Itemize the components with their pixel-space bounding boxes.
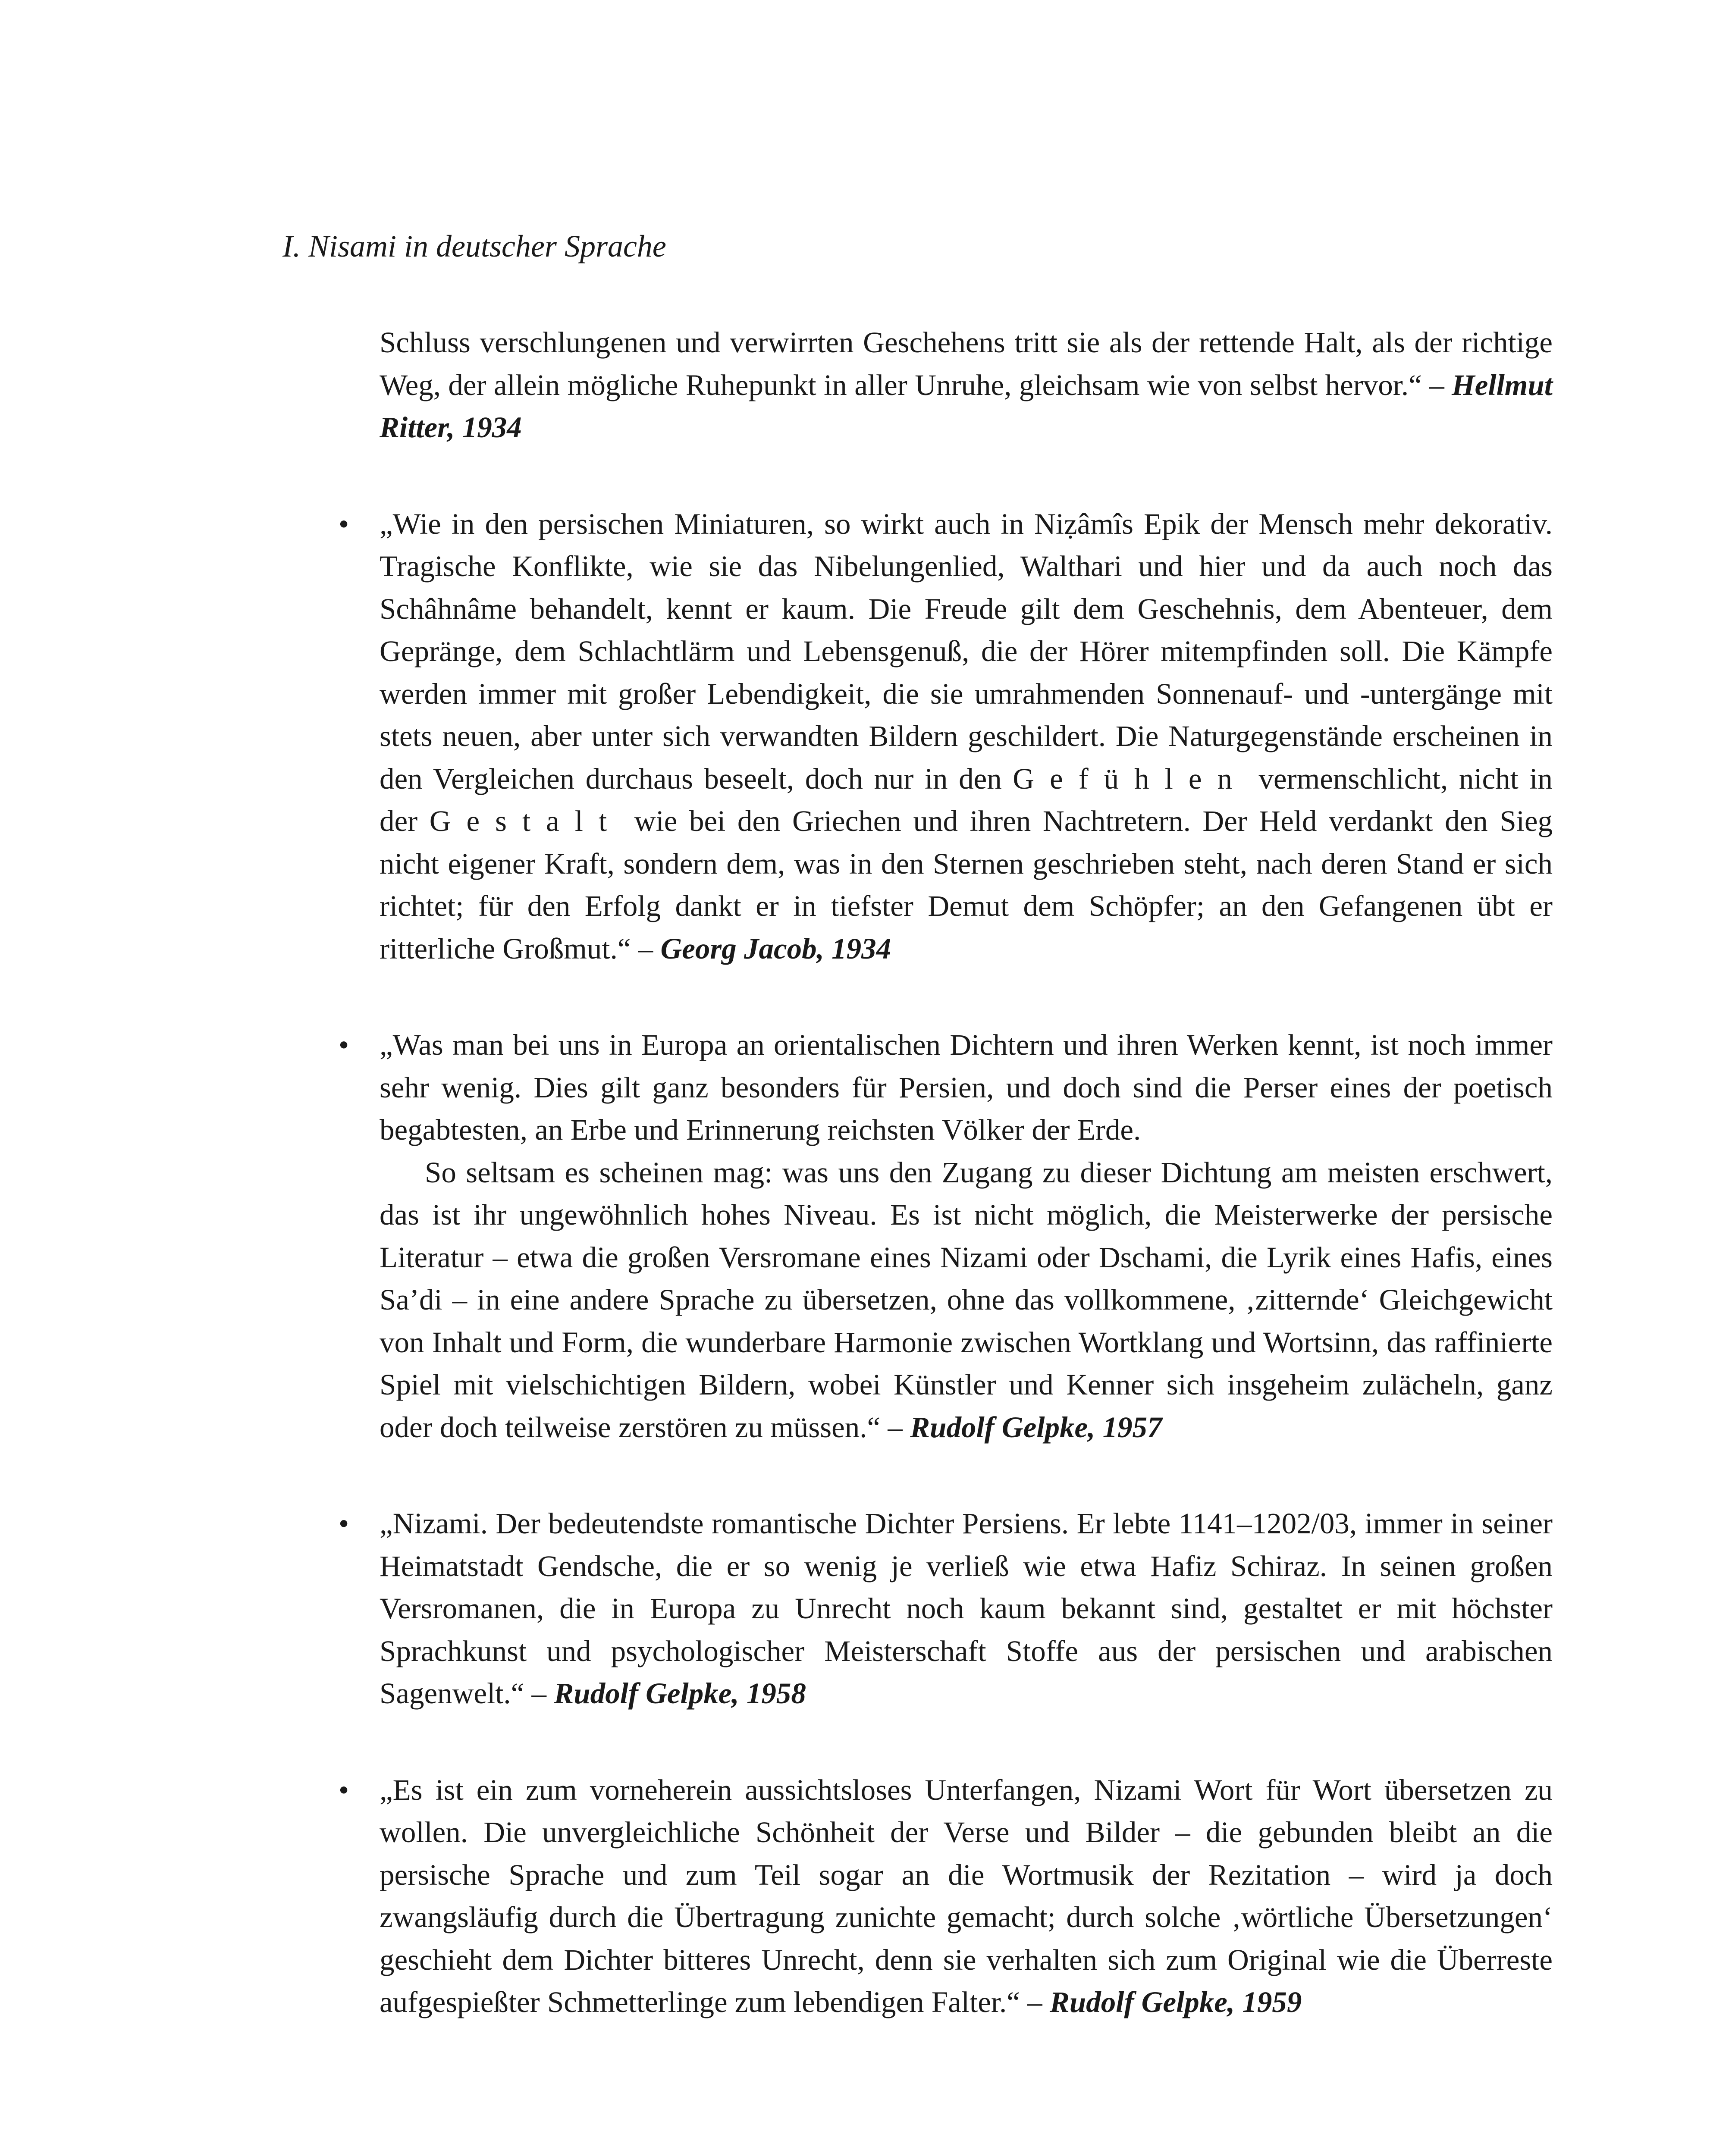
quote-text: „Wie in den persischen Miniaturen, so wirkt auch in Niẓâmîs Epik der Mensch mehr dekorativ. Tragische Konflikte, wie sie das Nibelungenlied, Walthari und hier und da auch noch das Schâhnâme behandelt, kennt er kaum. Die Freude gilt dem Geschehnis, dem Abenteuer, dem Gepränge, dem Schlachtlärm und Lebensgenuß, die der Hörer mitempfinden soll. Die Kämpfe werden immer mit großer Lebendigkeit, die sie umrahmenden Sonnenauf- und -untergänge mit stets neuen, aber unter sich verwandten Bildern geschildert. Die Naturgegenstände erscheinen in den Vergleichen durchaus beseelt, doch nur in den — [380, 507, 1553, 795]
quote-author: Georg Jacob, 1934 — [660, 932, 891, 965]
quote-entry — [339, 503, 1553, 970]
quote-paragraph — [380, 1502, 1553, 1715]
spaced-emphasis: Gefühlen — [1013, 762, 1248, 795]
quote-text: „Es ist ein zum vorneherein aussichtsloses Unterfangen, Nizami Wort für Wort übersetzen zu wollen. Die unvergleichliche Schönheit der Verse und Bilder – die gebunden bleibt an die persische Sprache und zum Teil sogar an die Wortmusik der Rezitation – wird ja doch zwangsläufig durch die Übertragung zunichte gemacht; durch solche ‚wörtliche Übersetzungen‘ geschieht dem Dichter bitteres Unrecht, denn sie verhalten sich zum Original wie die Überreste aufgespießter Schmetterlinge zum lebendigen Falter.“ – — [380, 1773, 1553, 2018]
quote-entry — [339, 1769, 1553, 2024]
quote-text: So seltsam es scheinen mag: was uns den Zugang zu dieser Dichtung am meisten erschwert, das ist ihr ungewöhnlich hohes Niveau. Es ist nicht möglich, die Meisterwerke der persische Literatur – etwa die großen Versromane eines Nizami oder Dschami, die Lyrik eines Hafis, eines Sa’di – in eine andere Sprache zu übersetzen, ohne das vollkommene, ‚zitternde‘ Gleichgewicht von Inhalt und Form, die wunderbare Harmonie zwischen Wortklang und Wortsinn, das raffinierte Spiel mit vielschichtigen Bildern, wobei Künstler und Kenner sich insgeheim zulächeln, ganz oder doch teilweise zerstören zu müssen.“ – — [380, 1156, 1553, 1444]
bullet-icon: • — [339, 1507, 349, 1540]
bullet-icon: • — [339, 1028, 349, 1061]
quote-entry — [339, 1502, 1553, 1715]
quote-paragraph — [380, 1769, 1553, 2024]
running-head: I. Nisami in deutscher Sprache — [282, 229, 666, 263]
quote-text: „Was man bei uns in Europa an orientalischen Dichtern und ihren Werken kennt, ist noch immer sehr wenig. Dies gilt ganz besonders für Persien, und doch sind die Perser eines der poetisch begabtesten, an Erbe und Erinnerung reichsten Völker der Erde. — [380, 1028, 1553, 1146]
quote-author: Rudolf Gelpke, 1959 — [1049, 1986, 1302, 2018]
quote-paragraph — [380, 1024, 1553, 1151]
continuation-paragraph — [380, 321, 1553, 449]
quote-author: Rudolf Gelpke, 1957 — [910, 1410, 1162, 1444]
quote-author: Hellmut Ritter, 1934 — [380, 368, 1553, 444]
quote-text: wie bei den Griechen und ihren Nachtretern. Der Held verdankt den Sieg nicht eigener Kraft, sondern dem, was in den Sternen geschrieben steht, nach deren Stand er sich richtet; für den Erfolg dankt er in tiefster Demut dem Schöpfer; an den Gefangenen übt er ritterliche Großmut.“ – — [380, 805, 1553, 965]
quote-paragraph — [380, 503, 1553, 970]
main-text — [339, 321, 1553, 2024]
quote-text: vermenschlicht, nicht in der — [380, 762, 1553, 837]
quote-text: „Nizami. Der bedeutendste romantische Dichter Persiens. Er lebte 1141–1202/03, immer in seiner Heimatstadt Gendsche, die er so wenig je verließ wie etwa Hafiz Schiraz. In seinen großen Versromanen, die in Europa zu Unrecht noch kaum bekannt sind, gestaltet er mit höchster Sprachkunst und psychologischer Meisterschaft Stoffe aus der persischen und arabischen Sagenwelt.“ – — [380, 1507, 1553, 1710]
quote-entry — [339, 1024, 1553, 1448]
bullet-icon: • — [339, 1773, 349, 1806]
quote-paragraph — [380, 1151, 1553, 1449]
quote-author: Rudolf Gelpke, 1958 — [554, 1677, 806, 1710]
spaced-emphasis: Gestalt — [429, 805, 623, 837]
continuation-text: Schluss verschlungenen und verwirrten Geschehens tritt sie als der rettende Halt, als der richtige Weg, der allein mögliche Ruhepunkt in aller Unruhe, gleichsam wie von selbst hervor.“ – — [380, 326, 1553, 401]
bullet-icon: • — [339, 507, 349, 540]
